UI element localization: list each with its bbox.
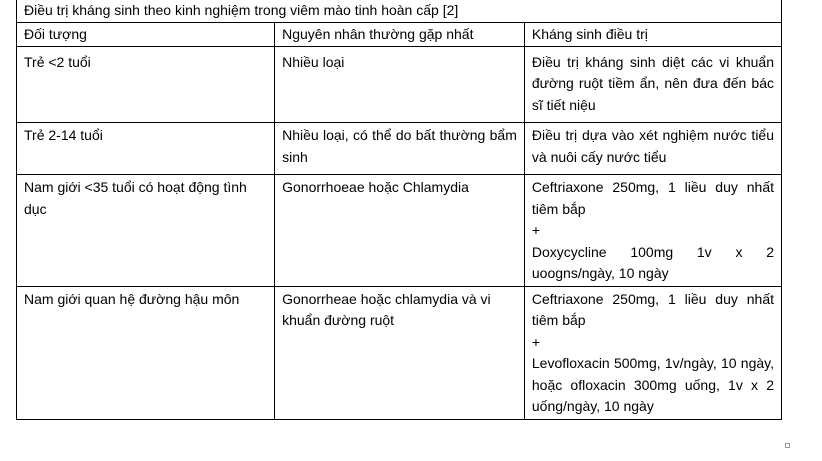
treatment-line: Doxycycline 100mg 1v x 2 uoogns/ngày, 10 ngày [531,243,774,281]
table-row [17,46,782,123]
table-title: Điều trị kháng sinh theo kinh nghiệm trong viêm mào tinh hoàn cấp [2] [17,0,782,22]
treatment-line: Levofloxacin 500mg, 1v/ngày, 10 ngày, hoặc ofloxacin 300mg uống, 1v x 2 uống/ngày, 10 ngày [531,355,774,414]
table-header-row [17,22,782,46]
treatment-line: Điều trị kháng sinh diệt các vi khuẩn đường ruột tiềm ẩn, nên đưa đến bác sĩ tiết niệu [531,53,774,113]
treatment-plus: + [531,222,541,238]
table-row [17,175,782,287]
table-title-row [17,0,782,22]
treatment-plus: + [531,333,541,350]
cell-treatment [524,123,781,175]
header-treatment: Kháng sinh điều trị [524,22,781,46]
treatment-line: Ceftriaxone 250mg, 1 liều duy nhất tiêm bắp [531,179,774,217]
table-row [17,123,782,175]
cell-treatment [524,46,781,123]
document-body [16,0,782,420]
cell-subject: Trẻ 2-14 tuổi [17,123,275,175]
cell-cause: Gonorrheae hoặc chlamydia và vi khuẩn đường ruột [275,286,525,419]
cell-treatment [524,286,781,419]
treatment-line: Ceftriaxone 250mg, 1 liều duy nhất tiêm bắp [531,290,774,328]
cell-subject: Nam giới quan hệ đường hậu môn [17,286,275,419]
cell-subject: Trẻ <2 tuổi [17,46,275,123]
header-subject: Đối tượng [17,22,275,46]
table-resize-handle[interactable] [785,443,790,448]
header-cause: Nguyên nhân thường gặp nhất [275,22,525,46]
treatment-line: Điều trị dựa vào xét nghiệm nước tiểu và nuôi cấy nước tiểu [531,127,774,165]
table-row [17,286,782,419]
cell-cause: Nhiều loại, có thể do bất thường bẩm sinh [275,123,525,175]
cell-subject: Nam giới <35 tuổi có hoạt động tình dục [17,175,275,287]
cell-cause: Nhiều loại [275,46,525,123]
cell-treatment [524,175,781,287]
antibiotic-table [16,0,782,420]
cell-cause: Gonorrhoeae hoặc Chlamydia [275,175,525,287]
